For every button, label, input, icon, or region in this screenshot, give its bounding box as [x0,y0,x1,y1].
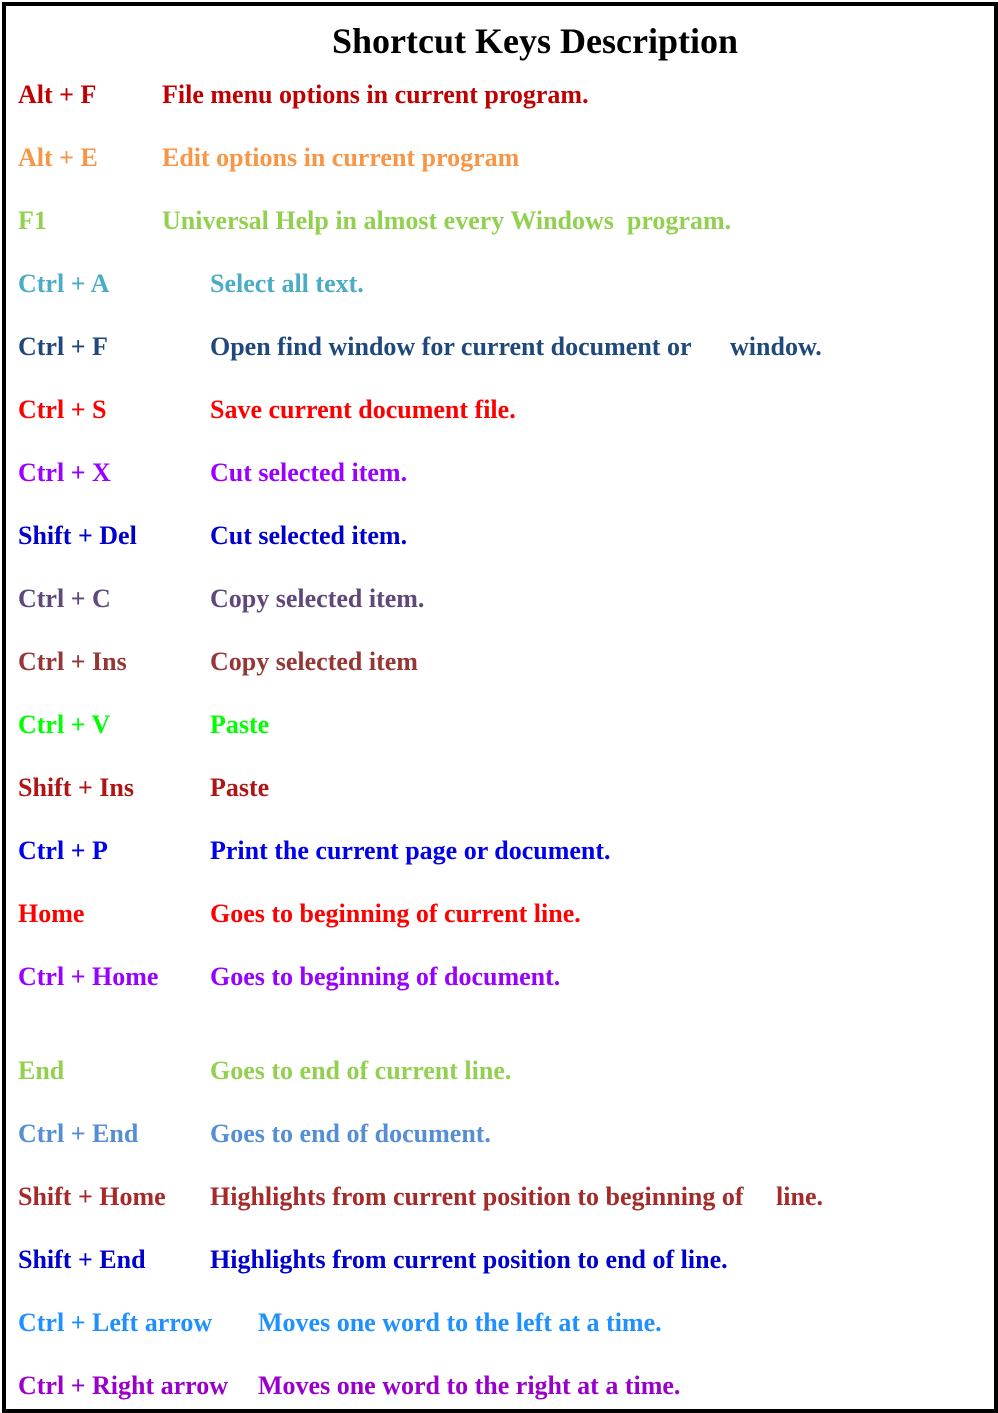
shortcut-row [6,962,994,1002]
shortcut-description: Paste [210,710,270,739]
shortcut-row [6,773,994,813]
shortcut-description: Copy selected item [210,647,418,676]
shortcut-description: Goes to beginning of current line. [210,899,581,928]
shortcut-description: Moves one word to the left at a time. [258,1308,662,1337]
shortcut-row [6,458,994,498]
shortcut-key: Alt + F [18,80,97,109]
shortcut-description: Goes to end of document. [210,1119,491,1148]
shortcut-key: Ctrl + Right arrow [18,1371,229,1400]
shortcut-key: Ctrl + End [18,1119,139,1148]
shortcut-description: Goes to beginning of document. [210,962,561,991]
shortcut-key: Alt + E [18,143,98,172]
shortcut-key: Shift + Del [18,521,137,550]
shortcut-description: Copy selected item. [210,584,425,613]
shortcut-key: Ctrl + P [18,836,108,865]
shortcut-row [6,143,994,183]
shortcut-description: Open find window for current document or window. [210,332,822,361]
shortcut-description: Print the current page or document. [210,836,611,865]
document-frame [2,2,998,1413]
shortcut-key: Home [18,899,85,928]
shortcut-description: Select all text. [210,269,364,298]
shortcut-row [6,1119,994,1159]
shortcut-key: Shift + End [18,1245,146,1274]
shortcut-row [6,1308,994,1348]
shortcut-description: Highlights from current position to beginning of line. [210,1182,823,1211]
shortcut-row [6,1056,994,1096]
shortcut-row [6,521,994,561]
shortcut-key: Ctrl + S [18,395,107,424]
shortcut-description: File menu options in current program. [162,80,589,109]
shortcut-key: Ctrl + Left arrow [18,1308,213,1337]
shortcut-row [6,80,994,120]
shortcut-row [6,332,994,372]
shortcut-description: Save current document file. [210,395,516,424]
shortcut-key: Shift + Home [18,1182,166,1211]
shortcut-key: Ctrl + A [18,269,110,298]
shortcut-row [6,647,994,687]
shortcut-description: Universal Help in almost every Windows program. [162,206,732,235]
shortcut-row [6,836,994,876]
shortcut-row [6,899,994,939]
shortcut-row [6,206,994,246]
shortcut-key: Ctrl + F [18,332,108,361]
shortcut-description: Highlights from current position to end of line. [210,1245,728,1274]
shortcut-row [6,710,994,750]
shortcut-description: Cut selected item. [210,458,408,487]
shortcut-key: F1 [18,206,47,235]
shortcut-key: Ctrl + C [18,584,111,613]
shortcut-row [6,395,994,435]
shortcut-key: Ctrl + Ins [18,647,127,676]
shortcut-key: End [18,1056,65,1085]
shortcut-row [6,584,994,624]
shortcut-row [6,1182,994,1222]
shortcut-description: Edit options in current program [162,143,520,172]
shortcut-row [6,1371,994,1411]
shortcut-description: Moves one word to the right at a time. [258,1371,681,1400]
shortcut-description: Goes to end of current line. [210,1056,512,1085]
page-title: Shortcut Keys Description [332,21,738,61]
shortcut-row [6,1245,994,1285]
shortcut-key: Ctrl + Home [18,962,159,991]
shortcut-key: Ctrl + V [18,710,111,739]
shortcut-description: Cut selected item. [210,521,408,550]
shortcut-description: Paste [210,773,270,802]
shortcut-key: Shift + Ins [18,773,134,802]
shortcut-key: Ctrl + X [18,458,111,487]
shortcut-row [6,269,994,309]
